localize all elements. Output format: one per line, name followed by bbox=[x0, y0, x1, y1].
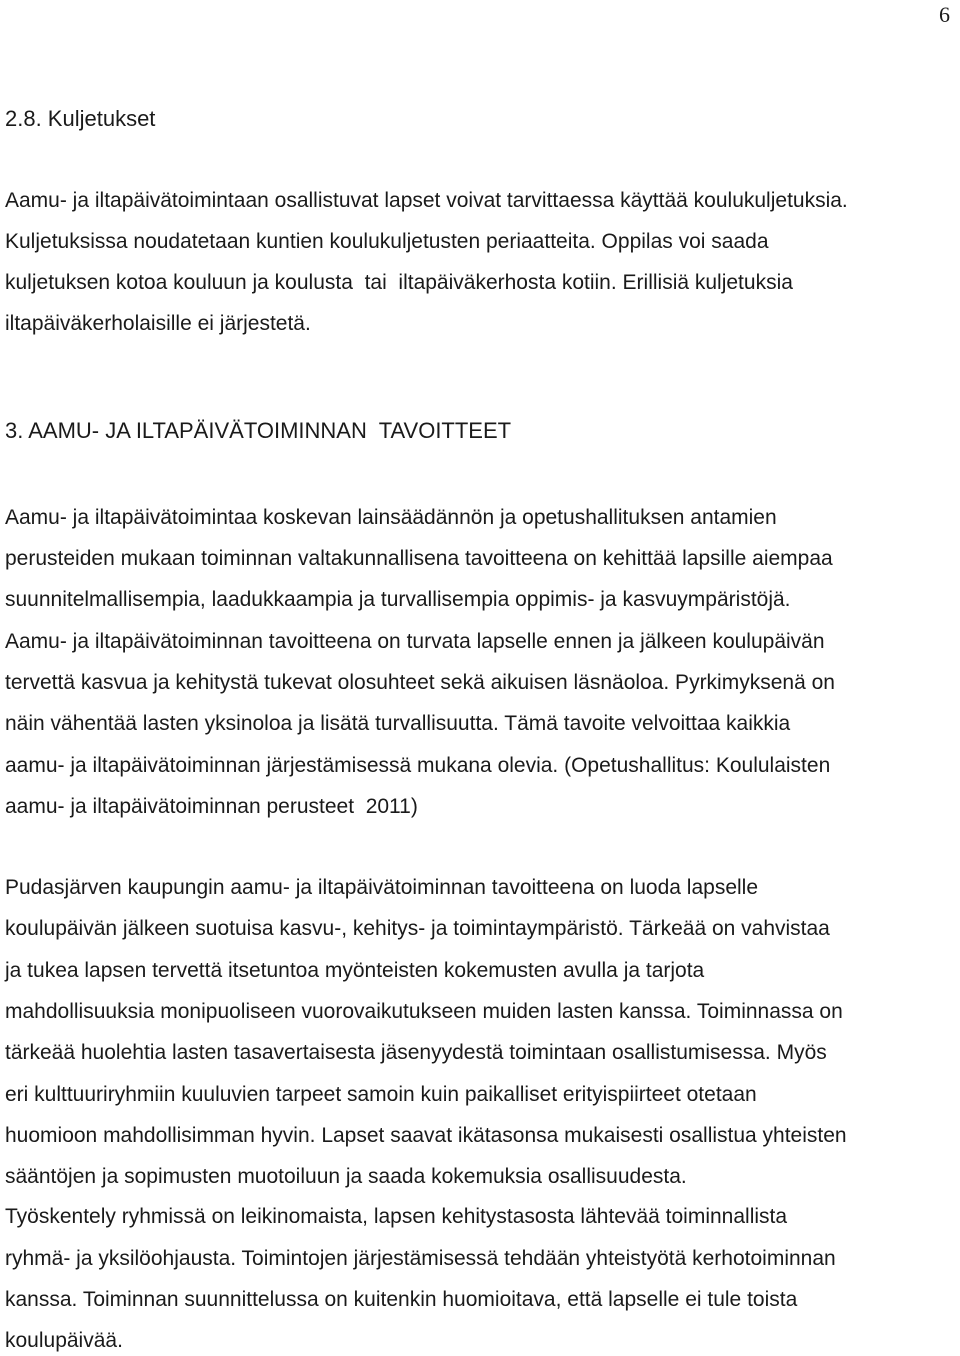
text-line: aamu- ja iltapäivätoiminnan perusteet 2011) bbox=[5, 795, 418, 818]
text-line: Kuljetuksissa noudatetaan kuntien koulukuljetusten periaatteita. Oppilas voi saada bbox=[5, 230, 769, 253]
section-heading-tavoitteet: 3. AAMU- JA ILTAPÄIVÄTOIMINNAN TAVOITTEET bbox=[5, 418, 512, 443]
text-line: Aamu- ja iltapäivätoimintaa koskevan lainsäädännön ja opetushallituksen antamien bbox=[5, 506, 777, 529]
text-line: huomioon mahdollisimman hyvin. Lapset saavat ikätasonsa mukaisesti osallistua yhteisten bbox=[5, 1124, 847, 1147]
page-number: 6 bbox=[939, 2, 950, 27]
text-line: tärkeää huolehtia lasten tasavertaisesta jäsenyydestä toimintaan osallistumisessa. Myös bbox=[5, 1041, 827, 1064]
text-line: koulupäivän jälkeen suotuisa kasvu-, kehitys- ja toimintaympäristö. Tärkeää on vahvistaa bbox=[5, 917, 830, 940]
text-line: iltapäiväkerholaisille ei järjestetä. bbox=[5, 312, 311, 335]
text-line: suunnitelmallisempia, laadukkaampia ja turvallisempia oppimis- ja kasvuympäristöjä. bbox=[5, 588, 791, 611]
text-line: Pudasjärven kaupungin aamu- ja iltapäivätoiminnan tavoitteena on luoda lapselle bbox=[5, 876, 759, 899]
text-line: Aamu- ja iltapäivätoimintaan osallistuvat lapset voivat tarvittaessa käyttää koulukuljetuksia. bbox=[5, 189, 848, 212]
text-line: tervettä kasvua ja kehitystä tukevat olosuhteet sekä aikuisen läsnäoloa. Pyrkimyksenä on bbox=[5, 671, 835, 694]
text-line: eri kulttuuriryhmiin kuuluvien tarpeet samoin kuin paikalliset erityispiirteet otetaan bbox=[5, 1083, 757, 1106]
text-line: perusteiden mukaan toiminnan valtakunnallisena tavoitteena on kehittää lapsille aiempaa bbox=[5, 547, 833, 570]
text-line: aamu- ja iltapäivätoiminnan järjestämisessä mukana olevia. (Opetushallitus: Koululaisten bbox=[5, 754, 831, 777]
text-line: sääntöjen ja sopimusten muotoiluun ja saada kokemuksia osallisuudesta. bbox=[5, 1165, 687, 1188]
text-line: Aamu- ja iltapäivätoiminnan tavoitteena on turvata lapselle ennen ja jälkeen koulupäivän bbox=[5, 630, 825, 653]
text-line: koulupäivää. bbox=[5, 1329, 123, 1352]
text-line: näin vähentää lasten yksinoloa ja lisätä turvallisuutta. Tämä tavoite velvoittaa kaikkia bbox=[5, 712, 791, 735]
text-line: mahdollisuuksia monipuoliseen vuorovaikutukseen muiden lasten kanssa. Toiminnassa on bbox=[5, 1000, 843, 1023]
text-line: ryhmä- ja yksilöohjausta. Toimintojen järjestämisessä tehdään yhteistyötä kerhotoiminnan bbox=[5, 1247, 836, 1270]
text-line: kanssa. Toiminnan suunnittelussa on kuitenkin huomioitava, että lapselle ei tule toista bbox=[5, 1288, 798, 1311]
section-heading-kuljetukset: 2.8. Kuljetukset bbox=[5, 106, 156, 131]
text-line: kuljetuksen kotoa kouluun ja koulusta tai iltapäiväkerhosta kotiin. Erillisiä kuljetuksia bbox=[5, 271, 793, 294]
text-line: ja tukea lapsen tervettä itsetuntoa myönteisten kokemusten avulla ja tarjota bbox=[5, 959, 705, 982]
text-line: Työskentely ryhmissä on leikinomaista, lapsen kehitystasosta lähtevää toiminnallista bbox=[5, 1205, 788, 1228]
